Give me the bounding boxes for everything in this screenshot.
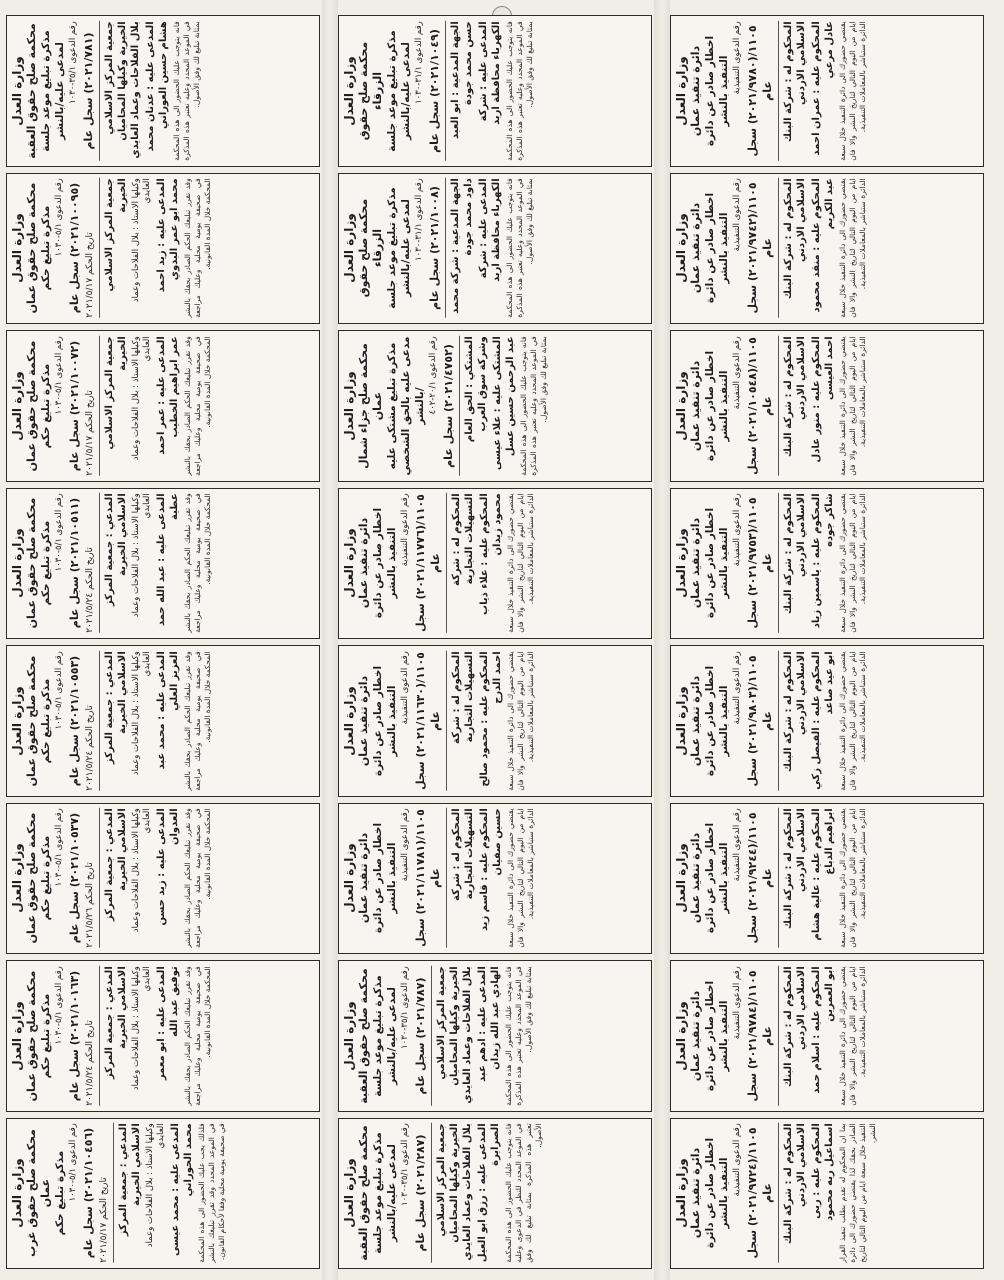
plaintiff: المحكوم له : شركة البنك الاسلامي الاردني [783, 336, 807, 457]
case-number: رقم الدعوى ٥/١-١٠٣٠ [54, 966, 64, 1045]
case-year: (٢٠٢١/١٠٠٩٥) سجل عام [68, 183, 81, 314]
legal-notice [6, 960, 320, 1112]
notice-type: اخطار صادر عن دائرة التنفيذ بالنشر [704, 350, 730, 461]
notice-body: يقتضي حضورك الى دائرة التنفيذ خلال سبعة ايام من اليوم التالي لتاريخ النشر والا فان الدائرة ستباشر بالمعاملات التنفيذية. [506, 651, 535, 791]
judgment-date: تاريخ الحكم ٢٠٢١/٥/٢٤ [85, 1019, 95, 1106]
court-name: دائرة تنفيذ عمان [357, 518, 370, 609]
divider [778, 336, 779, 476]
case-number: رقم الدعوى التنفيذية [732, 21, 742, 95]
plaintiff: المحكوم له : شركة البنك الاسلامي الاردني [783, 808, 807, 930]
case-year: ١١٠٥/(٢٠٢١/٩٧٥٣) سجل عام [746, 497, 774, 629]
plaintiff: المحكوم له : شركة البنك الاسلامي الاردني [783, 493, 807, 615]
divider [99, 966, 100, 1106]
divider [99, 21, 100, 161]
judgment-date: تاريخ الحكم ٢٠٢١/٥/١٧ [99, 1177, 109, 1263]
legal-notice [670, 803, 984, 955]
ministry-name: وزارة العدل [674, 1158, 688, 1228]
notice-body: يقتضي حضورك الى دائرة التنفيذ خلال سبعة ايام من اليوم التالي لتاريخ النشر والا فان الدائرة ستباشر بالمعاملات التنفيذية. [506, 808, 535, 948]
defendant: المدعى عليه : عدنان محمد هشام حسين العوراني [145, 21, 169, 152]
ministry-name: وزارة العدل [342, 371, 356, 441]
notice-type: مذكرة تبليغ حكم [40, 678, 52, 764]
notice-type: اخطار صادر عن دائرة التنفيذ بالنشر [372, 508, 398, 619]
court-name: محكمة صلح حقوق العقبة [357, 968, 370, 1104]
ministry-name: وزارة العدل [674, 1001, 688, 1071]
notice-body: يقتضي حضورك الى دائرة التنفيذ خلال سبعة ايام من اليوم التالي لتاريخ النشر والا فان الدائرة ستباشر بالمعاملات التنفيذية. [838, 966, 867, 1106]
notice-body: وقد تقرر تبليغك الحكم الصادر بحقك بالنشر في صحيفة يومية محلية وعليك مراجعة المحكمة خلال المدة القانونية. [183, 808, 212, 948]
plaintiff: المحكوم له : شركة البنك الاسلامي الاردني [783, 21, 807, 142]
plaintiff: الجهة المدعية : شركة محمد داود محمد جودة [450, 178, 474, 314]
case-year: (٢٠٢١/١٠٥٥٣) سجل عام [68, 655, 81, 786]
notice-body: فانه يتوجب عليك الحضور الى هذه المحكمة في الموعد المحدد وعليه تعتبر هذه المذكرة بمثابة تبليغ لك وفق الأصول. [172, 21, 201, 161]
notice-body: يقتضي حضورك الى دائرة التنفيذ خلال سبعة ايام من اليوم التالي لتاريخ النشر والا فان الدائرة ستباشر بالمعاملات التنفيذية. [838, 493, 867, 633]
court-name: محكمة صلح حقوق عمان [25, 182, 38, 314]
ministry-name: وزارة العدل [342, 213, 356, 283]
case-number: رقم الدعوى ٣٥/١-١٠٣٠ [68, 21, 78, 104]
divider [445, 179, 446, 319]
notice-content [338, 15, 652, 167]
case-year: ١١٠٥/(٢٠٢١/١٠٥٤٨) سجل عام [746, 336, 774, 475]
case-year: (٢٠٢١/١٠٤٥٦) سجل عام [82, 1128, 95, 1259]
plaintiff: المدعي : جمعية المركز الاسلامي الخيرية [118, 1123, 142, 1237]
legal-notice [338, 488, 652, 640]
case-number: رقم الدعوى ٣٥/١-١٠٣٠ [400, 966, 410, 1049]
legal-notice [6, 1118, 320, 1270]
case-year: ١١٠٥/(٢٠٢١/٩٧٨٤) سجل عام [746, 970, 774, 1102]
defendant: المحكوم عليه : ربى اسماعيل ربه محمود [811, 1123, 835, 1222]
notice-content [338, 645, 652, 797]
plaintiff: المحكوم له : شركة البنك الاسلامي الاردني [783, 178, 807, 300]
ministry-name: وزارة العدل [10, 843, 24, 913]
court-name: دائرة تنفيذ عمان [357, 833, 370, 924]
case-number: رقم الدعوى ٥/١-١٠٣٠ [54, 336, 64, 415]
court-name: محكمة صلح حقوق غرب عمان [25, 1129, 52, 1258]
defendant: المدعى عليه : ابو معمر توفيق عبد الله [156, 966, 180, 1080]
notice-content [338, 960, 652, 1112]
notice-body: يقتضي حضورك الى دائرة التنفيذ خلال سبعة ايام من اليوم التالي لتاريخ النشر والا فان الدائرة ستباشر بالمعاملات التنفيذية. [838, 21, 867, 161]
plaintiff: المحكوم له : شركة التسهيلات التجارية [451, 808, 475, 902]
notice-type: مذكرة تبليغ حكم [40, 835, 52, 921]
plaintiff: المشتكي : الحق العام وشركة سوق العرب [464, 336, 488, 442]
defendant: المحكوم عليه : قاسم زيد حسين صفيان [479, 808, 503, 932]
defendant: المحكوم عليه : محمود صالح احمد الدرج [479, 651, 503, 787]
case-number: رقم الدعوى ٣١/١-١٠٣٠ [414, 178, 424, 262]
divider [446, 494, 447, 634]
judgment-date: تاريخ الحكم ٢٠٢١/٥/٢٤ [85, 547, 95, 633]
defendant: المدعى عليه : ادهم عبد الهادي عبد الله زيدان [477, 966, 501, 1082]
divider [459, 336, 460, 476]
divider [99, 494, 100, 634]
column-gutter [322, 0, 338, 1280]
defendant: المحكوم عليه : عمران احمد عادل مرعي [811, 21, 835, 156]
case-number: رقم الدعوى التنفيذية [400, 651, 410, 725]
ministry-name: وزارة العدل [674, 686, 688, 756]
ministry-name: وزارة العدل [674, 213, 688, 283]
legal-notice [6, 488, 320, 640]
notice-content [670, 173, 984, 325]
legal-notice [6, 803, 320, 955]
divider [431, 1124, 432, 1264]
court-name: محكمة صلح حقوق الزرقاء [357, 199, 384, 298]
legal-notice [670, 173, 984, 325]
defendant: المحكوم عليه : الفيصل زكي ابو عيد صاعد [811, 651, 835, 790]
ministry-name: وزارة العدل [342, 686, 356, 756]
divider [778, 21, 779, 161]
notice-type: اخطار صادر عن دائرة التنفيذ بالنشر [704, 1138, 730, 1249]
notice-type: اخطار صادر عن دائرة التنفيذ بالنشر [704, 35, 730, 146]
legal-notice [338, 15, 652, 167]
case-year: (٢٠٢١/٢٨٧) سجل عام [414, 1134, 427, 1252]
plaintiff: المدعي : جمعية المركز الاسلامي الخيرية [104, 651, 128, 764]
notice-type: مذكرة تبليغ حكم [40, 363, 52, 449]
case-number: رقم الدعوى ٥/١-١٠٣٠ [68, 1123, 78, 1202]
defendant: المدعى عليه : عبد الله حمد عطية [156, 493, 180, 627]
notice-content [6, 173, 320, 325]
court-name: دائرة تنفيذ عمان [689, 203, 702, 294]
notice-content [670, 15, 984, 167]
notice-content [338, 330, 652, 482]
ministry-name: وزارة العدل [342, 1158, 356, 1228]
case-year: (٢٠٢١/١٠٠٧٢) سجل عام [68, 340, 81, 471]
attorney: وكيلها الاستاذ : بلال الفلاحات وعماد العايدي [131, 808, 152, 933]
legal-notice [670, 15, 984, 167]
case-year: (٢٠٢١/١٠٤٩) سجل عام [428, 28, 441, 153]
court-name: دائرة تنفيذ عمان [689, 360, 702, 451]
defendant: المشتكى عليه : علاء عيسى عبد الرحمن حسين عسل [492, 336, 516, 470]
notice-body: يقتضي حضورك الى دائرة التنفيذ خلال سبعة ايام من اليوم التالي لتاريخ النشر والا فان الدائرة ستباشر بالمعاملات التنفيذية. [506, 493, 535, 633]
defendant: المدعى عليه : شركة الكهرباء محافظة اربد [478, 178, 502, 283]
defendant: المدعى عليه : عمر احمد عمر ابراهيم الخطيب [156, 336, 180, 455]
divider [778, 651, 779, 791]
case-year: (٢٠٢١/١٠٥١١) سجل عام [68, 498, 81, 629]
notice-content [338, 173, 652, 325]
case-year: (٢٠٢١/١٠١٦٣) سجل عام [68, 970, 81, 1101]
column-gutter [654, 0, 670, 1280]
court-name: محكمة صلح جزاء شمال عمان [357, 342, 384, 469]
legal-notice [670, 1118, 984, 1270]
defendant: المحكوم عليه : عالية هشام ابراهيم الدباغ [811, 808, 835, 941]
case-year: (٢٠٢١/٤٧٥٢) سجل عام [442, 343, 455, 468]
divider [431, 966, 432, 1106]
legal-notice [338, 803, 652, 955]
notice-content [338, 803, 652, 955]
court-name: محكمة صلح حقوق العقبة [357, 1125, 370, 1261]
ministry-name: وزارة العدل [342, 56, 356, 126]
notice-body: يقتضي حضورك الى دائرة التنفيذ خلال سبعة ايام من اليوم التالي لتاريخ النشر والا فان الدائرة ستباشر بالمعاملات التنفيذية. [838, 336, 867, 476]
notice-body: يقتضي حضورك الى دائرة التنفيذ خلال سبعة ايام من اليوم التالي لتاريخ النشر والا فان الدائرة ستباشر بالمعاملات التنفيذية. [838, 808, 867, 948]
legal-notice [670, 645, 984, 797]
notice-type: مذكرة تبليغ موعد جلسة لمدعى عليه/بالنشر [386, 29, 412, 152]
notice-type: اخطار صادر عن دائرة التنفيذ بالنشر [372, 665, 398, 776]
divider [778, 966, 779, 1106]
court-name: دائرة تنفيذ عمان [689, 1148, 702, 1239]
divider [99, 179, 100, 319]
case-year: (٢٠٢١/٧٨١) سجل عام [82, 32, 95, 150]
notice-body: فانه يتوجب عليك الحضور الى هذه المحكمة في الموعد المحدد للنظر في الدعوى وعليه تعتبر هذه المذكرة بمثابة تبليغ لك وفق الأصول. [504, 1123, 543, 1263]
notice-type: مذكرة تبليغ حكم [54, 1150, 66, 1236]
court-name: دائرة تنفيذ عمان [689, 45, 702, 136]
case-number: رقم الدعوى ٢٠/١-٤٠٢ [428, 336, 438, 415]
attorney: وكيلها الاستاذ : بلال الفلاحات وعماد العايدي [131, 966, 152, 1090]
ministry-name: وزارة العدل [10, 686, 24, 756]
case-year: ١١٠٥/(٢٠٢١/١١٧٧٦) سجل عام [414, 494, 442, 633]
ministry-name: وزارة العدل [10, 528, 24, 598]
legal-notice [6, 15, 320, 167]
legal-notice [6, 645, 320, 797]
divider [778, 494, 779, 634]
plaintiff: جمعية المركز الاسلامي الخيرية وكيلها المحاميان بلال الفلاحات وعماد العايدي [436, 1123, 473, 1261]
notice-content [670, 803, 984, 955]
case-number: رقم الدعوى ٥/١-١٠٣٠ [54, 178, 64, 257]
case-year: ١١٠٥/(٢٠٢١/٩٧٨٠) سجل عام [746, 25, 774, 157]
case-number: رقم الدعوى التنفيذية [732, 966, 742, 1040]
defendant: المحكوم عليه : منور عادل احمد العيسى [811, 336, 835, 463]
case-number: رقم الدعوى التنفيذية [732, 493, 742, 567]
plaintiff: المحكوم له : شركة التسهيلات التجارية [451, 651, 475, 744]
ministry-name: وزارة العدل [342, 843, 356, 913]
plaintiff: المدعي : جمعية المركز الاسلامي الخيرية [104, 808, 128, 922]
notice-type: اخطار صادر عن دائرة التنفيذ بالنشر [704, 823, 730, 934]
case-number: رقم الدعوى التنفيذية [732, 336, 742, 410]
notice-type: مذكرة تبليغ حكم [40, 205, 52, 291]
attorney: وكيلها الاستاذ : بلال الفلاحات وعماد العايدي [131, 493, 152, 618]
notice-body: وقد تقرر تبليغك الحكم الصادر بحقك بالنشر في صحيفة يومية محلية وعليك مراجعة المحكمة خلال المدة القانونية. [183, 336, 212, 476]
case-year: (٢٠٢١/١٠٥٣٧) سجل عام [68, 813, 81, 944]
plaintiff: جمعية المركز الاسلامي الخيرية [104, 178, 128, 292]
plaintiff: جمعية المركز الاسلامي الخيرية وكيلها المحاميان بلال الفلاحات وعماد العايدي [104, 21, 141, 159]
attorney: وكيلها الاستاذ : بلال الفلاحات وعماد العايدي [131, 336, 152, 460]
case-number: رقم الدعوى ٥/١-١٠٣٠ [54, 808, 64, 887]
case-year: ١١٠٥/(٢٠٢١/٩٢٤٤) سجل عام [746, 812, 774, 944]
notice-content [338, 488, 652, 640]
judgment-date: تاريخ الحكم ٢٠٢١/٥/١٧ [85, 389, 95, 476]
divider [99, 336, 100, 476]
notice-body: فلذلك يجب عليك الحضور الى هذه المحكمة في الموعد المحدد وقد تقرر تبليغك بالنشر في صحيفة يومية محلية وفقا لأحكام القانون. [197, 1123, 226, 1263]
notice-content [338, 1118, 652, 1270]
divider [778, 1124, 779, 1264]
case-number: رقم الدعوى ٥/١-١٠٣٠ [54, 493, 64, 572]
divider [446, 651, 447, 791]
legal-notice [338, 173, 652, 325]
legal-notice [338, 960, 652, 1112]
plaintiff: المدعي : جمعية المركز الاسلامي الخيرية [104, 966, 128, 1079]
case-year: ١١٠٥/(٢٠٢١/٩٧٢٤) سجل عام [746, 1127, 774, 1259]
notice-type: اخطار صادر عن دائرة التنفيذ بالنشر [704, 508, 730, 619]
court-name: محكمة صلح حقوق الزرقاء [357, 41, 384, 140]
defendant: المدعى عليه : محمد عبد العزيز العلي [156, 651, 180, 770]
ministry-name: وزارة العدل [674, 56, 688, 126]
ministry-name: وزارة العدل [10, 213, 24, 283]
divider [99, 809, 100, 949]
divider [778, 179, 779, 319]
notice-type: اخطار صادر عن دائرة التنفيذ بالنشر [704, 980, 730, 1091]
defendant: المحكوم عليه : علاء ذياب محمود زيدان [479, 493, 503, 616]
court-name: دائرة تنفيذ عمان [689, 675, 702, 766]
notice-content [6, 330, 320, 482]
case-number: رقم الدعوى ٥/١-١٠٣٠ [54, 651, 64, 730]
notice-body: فانه يتوجب عليك الحضور الى هذه المحكمة في الموعد المحدد وعليه تعتبر هذه المذكرة بمثابة تبليغ لك وفق الأصول. [505, 21, 534, 161]
notice-body: يقتضي حضورك الى دائرة التنفيذ خلال سبعة ايام من اليوم التالي لتاريخ النشر والا فان الدائرة ستباشر بالمعاملات التنفيذية. [838, 651, 867, 791]
ministry-name: وزارة العدل [674, 528, 688, 598]
court-name: دائرة تنفيذ عمان [689, 990, 702, 1081]
court-name: محكمة صلح حقوق عمان [25, 340, 38, 472]
notice-content [670, 1118, 984, 1270]
case-year: ١١٠٥/(٢٠٢١/١١٧٨١) سجل عام [414, 809, 442, 948]
defendant: المدعى عليه : زيد احمد محمد ابو عمر البدوي [156, 178, 180, 293]
defendant: المحكوم عليه : ياسمين زياد شاكر جوده [811, 493, 835, 629]
legal-notice [6, 173, 320, 325]
defendant: المدعى عليه : رزق ابو العيل الصرايرة [477, 1123, 501, 1263]
case-year: (٢٠٢١/٧٨٧) سجل عام [414, 977, 427, 1095]
court-name: محكمة صلح حقوق عمان [25, 970, 38, 1102]
defendant: المدعى عليه : شركة الكهرباء محافظة اربد [478, 21, 502, 125]
notice-type: اخطار صادر عن دائرة التنفيذ بالنشر [704, 193, 730, 304]
notice-type: اخطار صادر عن دائرة التنفيذ بالنشر [704, 665, 730, 776]
notice-content [670, 960, 984, 1112]
case-number: رقم الدعوى التنفيذية [732, 651, 742, 725]
notice-body: بما ان المحكوم له تقدم بطلب تنفيذ القرار الصادر بحقك لذا يقتضي حضورك الى دائرة التنفيذ خلال سبعة ايام من اليوم التالي لتاريخ النشر. [838, 1123, 877, 1263]
judgment-date: تاريخ الحكم ٢٠٢١/٥/٢٦ [85, 862, 95, 948]
judgment-date: تاريخ الحكم ٢٠٢١/٥/١٧ [85, 232, 95, 318]
case-year: ١١٠٥/(٢٠٢١/٩٨٠٣) سجل عام [746, 655, 774, 787]
attorney: وكيلها الاستاذ : بلال الفلاحات وعماد العايدي [131, 651, 152, 775]
plaintiff: المدعي : جمعية المركز الاسلامي الخيرية [104, 493, 128, 607]
notice-type: مذكرة تبليغ موعد جلسة لمدعى عليه/بالنشر [40, 29, 66, 152]
case-year: (٢٠٢١/١٠٠٨) سجل عام [428, 186, 441, 311]
legal-notice [670, 960, 984, 1112]
divider [113, 1124, 114, 1264]
case-year: ١١٠٥/(٢٠٢١/١١٦٣٠) سجل عام [414, 651, 442, 790]
case-number: رقم الدعوى التنفيذية [732, 178, 742, 252]
legal-notice [670, 330, 984, 482]
legal-notice [6, 330, 320, 482]
notice-body: وقد تقرر تبليغك الحكم الصادر بحقك بالنشر في صحيفة يومية محلية وعليك مراجعة المحكمة خلال المدة القانونية. [183, 651, 212, 791]
notice-type: مذكرة تبليغ مشتكى عليه مدعى عليه بالحق الشخصي /بالنشر [386, 336, 426, 476]
defendant: المدعى عليه : زيد حسن العدوان [156, 808, 180, 926]
ministry-name: وزارة العدل [10, 1001, 24, 1071]
case-number: رقم الدعوى ٣١/١-١٠٣٠ [414, 21, 424, 104]
court-name: دائرة تنفيذ عمان [689, 518, 702, 609]
defendant: المدعى عليه : محمد عيسى محمد الحوراني [170, 1123, 194, 1257]
notice-body: فانه يتوجب عليك الحضور الى هذه المحكمة في الموعد المحدد وعليه تعتبر هذه المذكرة بمثابة تبليغ لك وفق الأصول. [519, 336, 548, 476]
plaintiff: المحكوم له : شركة التسهيلات التجارية [451, 493, 475, 587]
notice-content [6, 960, 320, 1112]
case-number: رقم الدعوى التنفيذية [400, 808, 410, 882]
plaintiff: المحكوم له : شركة البنك الاسلامي الاردني [783, 651, 807, 772]
ministry-name: وزارة العدل [674, 371, 688, 441]
notice-type: مذكرة تبليغ حكم [40, 993, 52, 1079]
court-name: دائرة تنفيذ عمان [357, 675, 370, 766]
ministry-name: وزارة العدل [342, 1001, 356, 1071]
notice-type: مذكرة تبليغ حكم [40, 520, 52, 606]
notice-content [670, 330, 984, 482]
plaintiff: الجهة المدعية : ابو العبد حسن محمد جودة [450, 21, 474, 139]
case-number: رقم الدعوى التنفيذية [732, 808, 742, 882]
notice-type: مذكرة تبليغ موعد جلسة لمدعى عليه/بالنشر [386, 187, 412, 310]
defendant: المحكوم عليه : منقذ محمود عبد الكريم [811, 178, 835, 313]
court-name: محكمة صلح حقوق العقبة [25, 23, 38, 159]
case-number: رقم الدعوى التنفيذية [400, 493, 410, 567]
notice-body: وقد تقرر تبليغك الحكم الصادر بحقك بالنشر في صحيفة يومية محلية وعليك مراجعة المحكمة خلال المدة القانونية. [183, 966, 212, 1106]
case-number: رقم الدعوى ٣٥/١-١٠٣٠ [400, 1123, 410, 1207]
notice-content [670, 645, 984, 797]
case-number: رقم الدعوى التنفيذية [732, 1123, 742, 1197]
ministry-name: وزارة العدل [10, 56, 24, 126]
notice-type: اخطار صادر عن دائرة التنفيذ بالنشر [372, 823, 398, 934]
plaintiff: المحكوم له : شركة البنك الاسلامي الاردني [783, 1123, 807, 1245]
defendant: المحكوم عليه : اسلام حمد ابو العمرين [811, 966, 835, 1094]
plaintiff: جمعية المركز الاسلامي الخيرية [104, 336, 128, 450]
notice-type: مذكرة تبليغ موعد جلسة لمدعى عليه/بالنشر [372, 974, 398, 1097]
judgment-date: تاريخ الحكم ٢٠٢١/٥/٢٤ [85, 704, 95, 791]
divider [446, 809, 447, 949]
legal-notice [338, 330, 652, 482]
notice-type: مذكرة تبليغ موعد جلسة لمدعى عليه/بالنشر [372, 1132, 398, 1255]
notice-body: يقتضي حضورك الى دائرة التنفيذ خلال سبعة ايام من اليوم التالي لتاريخ النشر والا فان الدائرة ستباشر بالمعاملات التنفيذية. [838, 178, 867, 318]
notice-content [6, 15, 320, 167]
ministry-name: وزارة العدل [10, 1158, 24, 1228]
notice-content [6, 1118, 320, 1270]
case-year: ١١٠٥/(٢٠٢١/٩٧٤٢) سجل عام [746, 182, 774, 314]
plaintiff: المحكوم له : شركة البنك الاسلامي الاردني [783, 966, 807, 1087]
divider [778, 809, 779, 949]
legal-notice [670, 488, 984, 640]
ministry-name: وزارة العدل [10, 371, 24, 441]
court-name: محكمة صلح حقوق عمان [25, 655, 38, 787]
court-name: محكمة صلح حقوق عمان [25, 812, 38, 944]
ministry-name: وزارة العدل [674, 843, 688, 913]
legal-notice [338, 645, 652, 797]
court-name: دائرة تنفيذ عمان [689, 833, 702, 924]
notice-body: فانه يتوجب عليك الحضور الى هذه المحكمة في الموعد المحدد وعليه تعتبر هذه المذكرة بمثابة تبليغ لك وفق الأصول. [504, 966, 533, 1106]
court-name: محكمة صلح حقوق عمان [25, 497, 38, 629]
notice-body: وقد تقرر تبليغك الحكم الصادر بحقك بالنشر في صحيفة يومية محلية وعليك مراجعة المحكمة خلال المدة القانونية. [183, 493, 212, 633]
notice-content [6, 645, 320, 797]
notice-content [6, 488, 320, 640]
notice-content [6, 803, 320, 955]
divider [445, 21, 446, 161]
ministry-name: وزارة العدل [342, 528, 356, 598]
legal-notice [338, 1118, 652, 1270]
attorney: وكيلها الاستاذ : بلال الفلاحات وعماد العايدي [145, 1123, 166, 1248]
plaintiff: جمعية المركز الاسلامي الخيرية وكيلها المحاميان بلال الفلاحات وعماد العايدي [436, 966, 473, 1104]
notice-content [670, 488, 984, 640]
divider [99, 651, 100, 791]
notice-body: وقد تقرر تبليغك الحكم الصادر بحقك بالنشر في صحيفة يومية محلية وعليك مراجعة المحكمة خلال المدة القانونية. [183, 178, 212, 318]
notice-body: فانه يتوجب عليك الحضور الى هذه المحكمة في الموعد المحدد وعليه تعتبر هذه المذكرة بمثابة تبليغ لك وفق الأصول. [505, 178, 534, 318]
attorney: وكيلها الاستاذ : بلال الفلاحات وعماد العايدي [131, 178, 152, 303]
